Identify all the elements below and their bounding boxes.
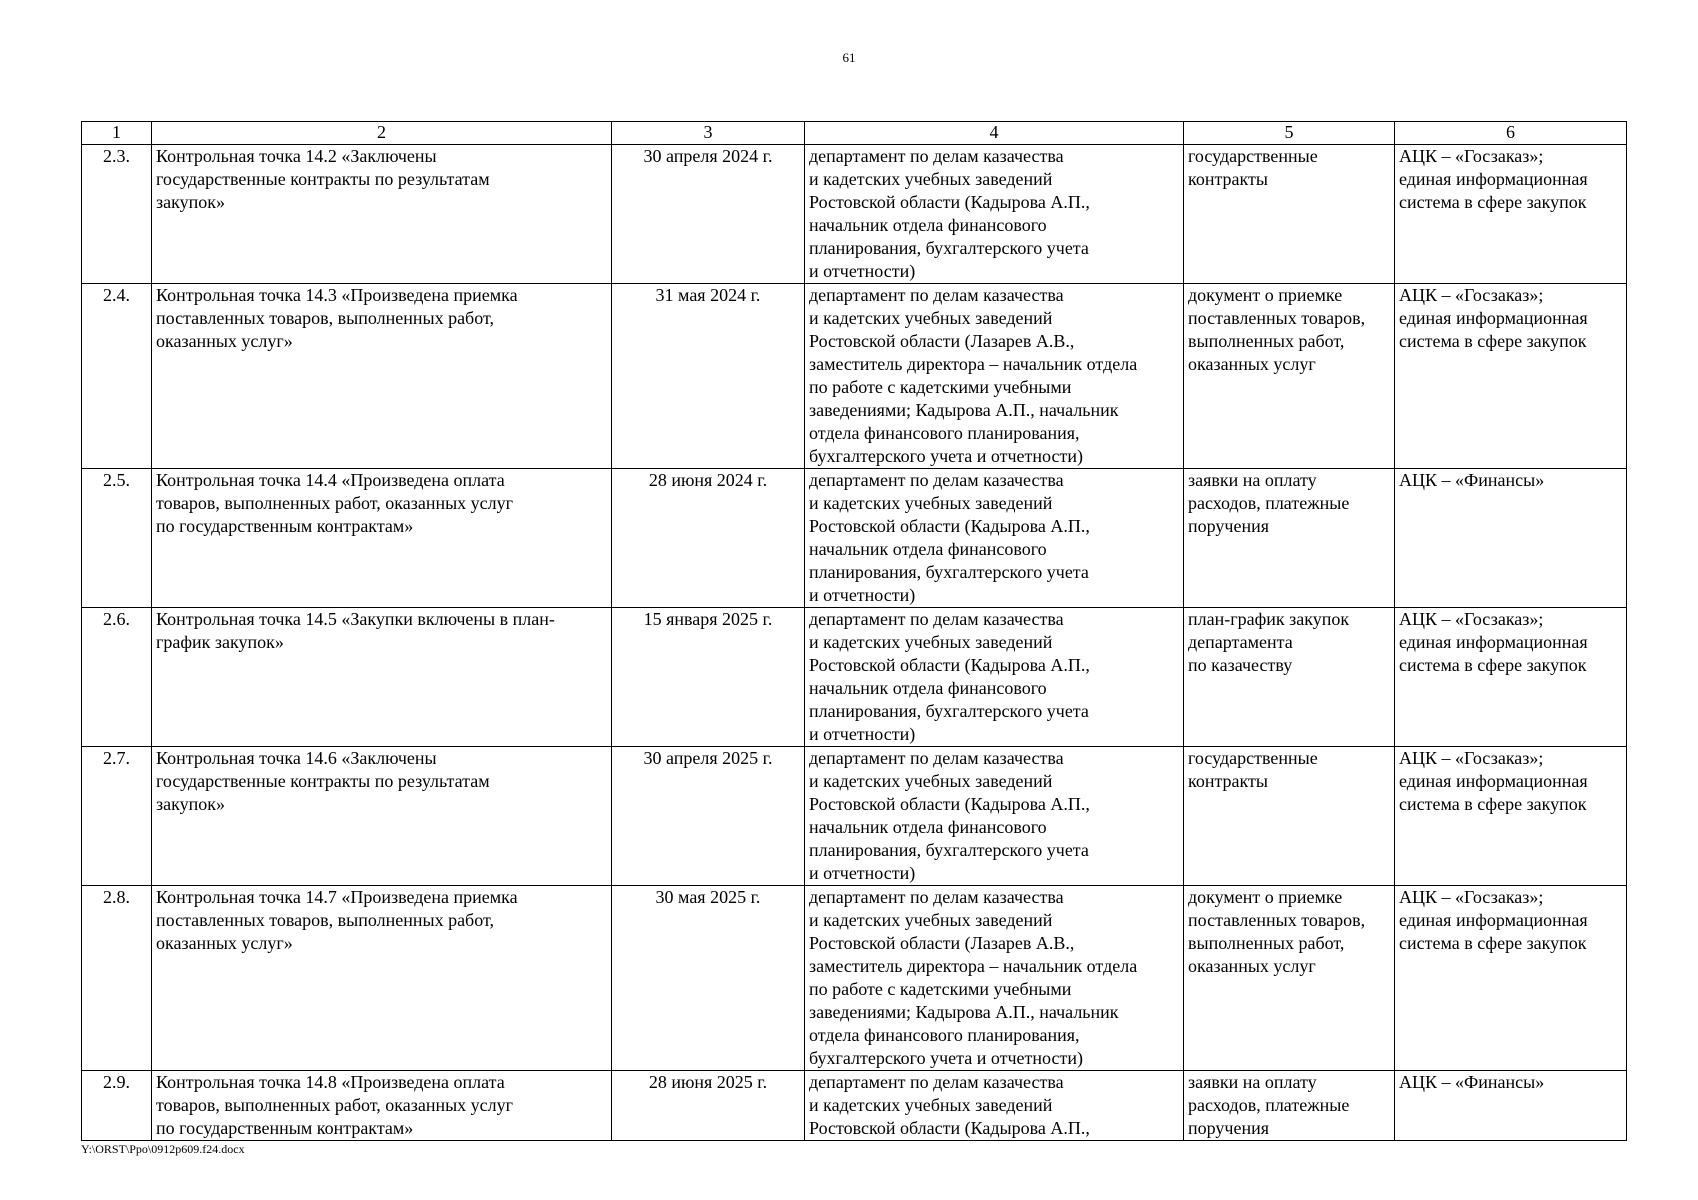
control-point-name-line: государственные контракты по результатам: [156, 169, 490, 189]
deadline-date: 31 мая 2024 г.: [612, 284, 805, 469]
row-number: 2.4.: [82, 284, 152, 469]
information-system: [1395, 145, 1627, 284]
control-point-name: [152, 1071, 612, 1141]
row-number: 2.6.: [82, 608, 152, 747]
information-system-line: АЦК – «Финансы»: [1399, 1072, 1545, 1092]
responsible-executor-line: начальник отдела финансового: [809, 539, 1047, 559]
page-number: 61: [842, 50, 856, 65]
responsible-executor-line: бухгалтерского учета и отчетности): [809, 446, 1083, 466]
control-point-name-line: Контрольная точка 14.2 «Заключены: [156, 146, 437, 166]
confirming-document: [1184, 1071, 1395, 1141]
table-row: [82, 608, 1627, 747]
responsible-executor-line: и кадетских учебных заведений: [809, 910, 1053, 930]
control-point-name-line: государственные контракты по результатам: [156, 771, 490, 791]
header-col-6: 6: [1395, 122, 1627, 145]
confirming-document-line: поставленных товаров,: [1188, 910, 1366, 930]
table-row: [82, 747, 1627, 886]
responsible-executor-line: и отчетности): [809, 724, 916, 744]
responsible-executor-line: и отчетности): [809, 863, 916, 883]
responsible-executor-line: Ростовской области (Кадырова А.П.,: [809, 655, 1090, 675]
row-number: 2.7.: [82, 747, 152, 886]
confirming-document-line: выполненных работ,: [1188, 331, 1345, 351]
responsible-executor: [805, 284, 1184, 469]
deadline-date: 28 июня 2024 г.: [612, 469, 805, 608]
confirming-document-line: заявки на оплату: [1188, 470, 1317, 490]
confirming-document-line: поручения: [1188, 1118, 1269, 1138]
confirming-document-line: по казачеству: [1188, 655, 1293, 675]
information-system-line: система в сфере закупок: [1399, 655, 1587, 675]
confirming-document: [1184, 469, 1395, 608]
table-body: [82, 145, 1627, 1141]
responsible-executor-line: департамент по делам казачества: [809, 748, 1064, 768]
responsible-executor-line: планирования, бухгалтерского учета: [809, 840, 1089, 860]
information-system-line: АЦК – «Госзаказ»;: [1399, 146, 1544, 166]
responsible-executor-line: заведениями; Кадырова А.П., начальник: [809, 1002, 1119, 1022]
responsible-executor-line: и отчетности): [809, 585, 916, 605]
row-number: 2.3.: [82, 145, 152, 284]
table-row: [82, 1071, 1627, 1141]
responsible-executor-line: департамент по делам казачества: [809, 609, 1064, 629]
information-system-line: система в сфере закупок: [1399, 331, 1587, 351]
control-point-name-line: Контрольная точка 14.6 «Заключены: [156, 748, 437, 768]
deadline-date: 30 апреля 2025 г.: [612, 747, 805, 886]
responsible-executor-line: по работе с кадетскими учебными: [809, 377, 1072, 397]
information-system-line: АЦК – «Госзаказ»;: [1399, 887, 1544, 907]
header-col-2: 2: [152, 122, 612, 145]
responsible-executor-line: начальник отдела финансового: [809, 678, 1047, 698]
responsible-executor-line: и кадетских учебных заведений: [809, 308, 1053, 328]
information-system: [1395, 469, 1627, 608]
responsible-executor-line: планирования, бухгалтерского учета: [809, 562, 1089, 582]
confirming-document: [1184, 145, 1395, 284]
confirming-document-line: план-график закупок: [1188, 609, 1350, 629]
header-col-3: 3: [612, 122, 805, 145]
responsible-executor-line: по работе с кадетскими учебными: [809, 979, 1072, 999]
confirming-document-line: расходов, платежные: [1188, 493, 1350, 513]
responsible-executor-line: Ростовской области (Кадырова А.П.,: [809, 516, 1090, 536]
confirming-document-line: заявки на оплату: [1188, 1072, 1317, 1092]
row-number: 2.8.: [82, 886, 152, 1071]
responsible-executor-line: Ростовской области (Кадырова А.П.,: [809, 794, 1090, 814]
file-path-footer: Y:\ORST\Ppo\0912p609.f24.docx: [81, 1142, 245, 1156]
responsible-executor-line: отдела финансового планирования,: [809, 1025, 1080, 1045]
responsible-executor-line: отдела финансового планирования,: [809, 423, 1080, 443]
information-system-line: единая информационная: [1399, 771, 1588, 791]
information-system-line: АЦК – «Финансы»: [1399, 470, 1545, 490]
table-row: [82, 145, 1627, 284]
responsible-executor-line: планирования, бухгалтерского учета: [809, 701, 1089, 721]
deadline-date: 15 января 2025 г.: [612, 608, 805, 747]
control-point-name-line: товаров, выполненных работ, оказанных услуг: [156, 1095, 514, 1115]
control-point-name-line: оказанных услуг»: [156, 331, 293, 351]
responsible-executor-line: планирования, бухгалтерского учета: [809, 238, 1089, 258]
confirming-document-line: контракты: [1188, 771, 1269, 791]
information-system-line: АЦК – «Госзаказ»;: [1399, 748, 1544, 768]
confirming-document-line: поручения: [1188, 516, 1269, 536]
control-point-name-line: по государственным контрактам»: [156, 1118, 414, 1138]
information-system-line: единая информационная: [1399, 632, 1588, 652]
information-system: [1395, 1071, 1627, 1141]
deadline-date: 30 мая 2025 г.: [612, 886, 805, 1071]
responsible-executor: [805, 1071, 1184, 1141]
row-number: 2.5.: [82, 469, 152, 608]
responsible-executor-line: Ростовской области (Кадырова А.П.,: [809, 192, 1090, 212]
control-point-name: [152, 886, 612, 1071]
information-system-line: единая информационная: [1399, 169, 1588, 189]
responsible-executor-line: заместитель директора – начальник отдела: [809, 956, 1138, 976]
control-point-name-line: Контрольная точка 14.5 «Закупки включены в план-: [156, 609, 555, 629]
table-row: [82, 284, 1627, 469]
control-points-table: [81, 121, 1627, 1141]
header-col-1: 1: [82, 122, 152, 145]
confirming-document-line: документ о приемке: [1188, 285, 1343, 305]
information-system: [1395, 608, 1627, 747]
responsible-executor: [805, 886, 1184, 1071]
row-number: 2.9.: [82, 1071, 152, 1141]
confirming-document-line: государственные: [1188, 748, 1318, 768]
control-point-name-line: по государственным контрактам»: [156, 516, 414, 536]
control-point-name-line: поставленных товаров, выполненных работ,: [156, 308, 494, 328]
information-system-line: система в сфере закупок: [1399, 192, 1587, 212]
confirming-document: [1184, 284, 1395, 469]
control-point-name-line: закупок»: [156, 794, 225, 814]
table-row: [82, 469, 1627, 608]
confirming-document-line: выполненных работ,: [1188, 933, 1345, 953]
responsible-executor-line: и кадетских учебных заведений: [809, 771, 1053, 791]
confirming-document-line: департамента: [1188, 632, 1293, 652]
control-point-name: [152, 145, 612, 284]
information-system-line: единая информационная: [1399, 308, 1588, 328]
control-point-name-line: Контрольная точка 14.7 «Произведена приемка: [156, 887, 518, 907]
control-point-name: [152, 284, 612, 469]
control-point-name-line: график закупок»: [156, 632, 284, 652]
responsible-executor-line: департамент по делам казачества: [809, 887, 1064, 907]
responsible-executor-line: Ростовской области (Лазарев А.В.,: [809, 933, 1075, 953]
responsible-executor-line: Ростовской области (Кадырова А.П.,: [809, 1118, 1090, 1138]
responsible-executor-line: и отчетности): [809, 261, 916, 281]
confirming-document: [1184, 886, 1395, 1071]
responsible-executor-line: заведениями; Кадырова А.П., начальник: [809, 400, 1119, 420]
information-system: [1395, 284, 1627, 469]
responsible-executor-line: начальник отдела финансового: [809, 817, 1047, 837]
control-point-name-line: Контрольная точка 14.4 «Произведена оплата: [156, 470, 505, 490]
control-point-name-line: Контрольная точка 14.3 «Произведена приемка: [156, 285, 518, 305]
information-system-line: АЦК – «Госзаказ»;: [1399, 285, 1544, 305]
responsible-executor-line: департамент по делам казачества: [809, 285, 1064, 305]
confirming-document-line: государственные: [1188, 146, 1318, 166]
control-point-name-line: товаров, выполненных работ, оказанных услуг: [156, 493, 514, 513]
responsible-executor-line: заместитель директора – начальник отдела: [809, 354, 1138, 374]
information-system-line: АЦК – «Госзаказ»;: [1399, 609, 1544, 629]
control-point-name: [152, 608, 612, 747]
responsible-executor-line: и кадетских учебных заведений: [809, 1095, 1053, 1115]
information-system: [1395, 886, 1627, 1071]
header-row: [82, 122, 1627, 145]
control-point-name-line: Контрольная точка 14.8 «Произведена оплата: [156, 1072, 505, 1092]
information-system-line: единая информационная: [1399, 910, 1588, 930]
responsible-executor-line: и кадетских учебных заведений: [809, 493, 1053, 513]
deadline-date: 30 апреля 2024 г.: [612, 145, 805, 284]
responsible-executor: [805, 608, 1184, 747]
confirming-document-line: оказанных услуг: [1188, 956, 1316, 976]
responsible-executor-line: и кадетских учебных заведений: [809, 632, 1053, 652]
header-col-5: 5: [1184, 122, 1395, 145]
deadline-date: 28 июня 2025 г.: [612, 1071, 805, 1141]
control-point-name-line: закупок»: [156, 192, 225, 212]
responsible-executor-line: департамент по делам казачества: [809, 470, 1064, 490]
table-row: [82, 886, 1627, 1071]
confirming-document-line: контракты: [1188, 169, 1269, 189]
confirming-document: [1184, 608, 1395, 747]
confirming-document: [1184, 747, 1395, 886]
responsible-executor-line: департамент по делам казачества: [809, 146, 1064, 166]
responsible-executor: [805, 747, 1184, 886]
header-col-4: 4: [805, 122, 1184, 145]
confirming-document-line: документ о приемке: [1188, 887, 1343, 907]
control-point-name: [152, 747, 612, 886]
information-system-line: система в сфере закупок: [1399, 794, 1587, 814]
information-system-line: система в сфере закупок: [1399, 933, 1587, 953]
confirming-document-line: оказанных услуг: [1188, 354, 1316, 374]
responsible-executor: [805, 469, 1184, 608]
responsible-executor-line: начальник отдела финансового: [809, 215, 1047, 235]
responsible-executor-line: Ростовской области (Лазарев А.В.,: [809, 331, 1075, 351]
control-point-name-line: оказанных услуг»: [156, 933, 293, 953]
confirming-document-line: расходов, платежные: [1188, 1095, 1350, 1115]
responsible-executor-line: и кадетских учебных заведений: [809, 169, 1053, 189]
control-point-name-line: поставленных товаров, выполненных работ,: [156, 910, 494, 930]
responsible-executor-line: бухгалтерского учета и отчетности): [809, 1048, 1083, 1068]
responsible-executor: [805, 145, 1184, 284]
information-system: [1395, 747, 1627, 886]
control-point-name: [152, 469, 612, 608]
responsible-executor-line: департамент по делам казачества: [809, 1072, 1064, 1092]
confirming-document-line: поставленных товаров,: [1188, 308, 1366, 328]
